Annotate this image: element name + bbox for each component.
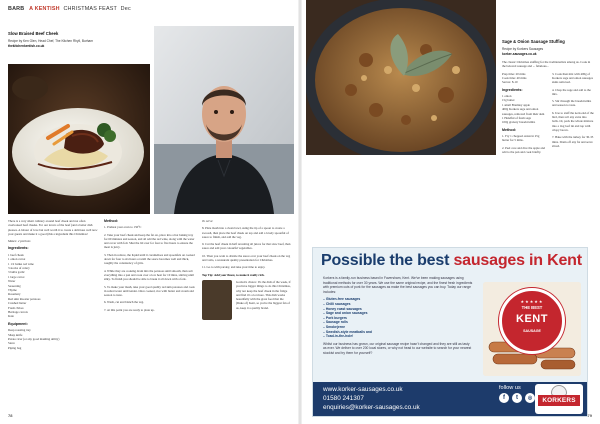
dish-illustration [8,64,150,214]
spine-gutter [298,0,302,424]
list-item: – Toad-in-the-hole! [323,334,473,339]
recipe-website: thekitchenkentish.co.uk [8,43,45,48]
list-item: Rosemary [8,292,21,297]
list-item: Sharp knife [8,332,23,337]
column-method [104,219,196,315]
ingredients-heading: Ingredients: [502,87,523,92]
stuffing-recipe-text [502,40,594,157]
list-item: 3 bulbs garlic [8,270,25,275]
list-item: Fresh chives [8,305,24,310]
serve-step: 11. Go to with parsley, and take your time to enjoy. [202,265,266,270]
list-item: Crushed butter [8,301,27,306]
list-item: 3 stocks of celery [8,266,30,270]
prep-info: Prep time: 20 mins Cook time: 40 mins Serves: 8-10 [502,71,527,85]
ingredients-list [8,253,98,319]
recipe-credit: Recipe by Korkers Sausages [502,47,544,52]
page-number-left: 78 [8,413,13,418]
recipe-credit: Recipe by Ken Glen, Head Chef, The Kitchen Rhyll, Burham [8,39,93,44]
section-title: CHRISTMAS FEAST [63,6,117,12]
recipe-col-b [552,72,594,158]
recipe-title: Sage & Onion Sausage Stuffing [502,39,565,44]
sausage-range-list [323,297,473,338]
korkers-advert [312,247,588,417]
method-step: 7. Bake with the turkey for 30-35 mins. Drain off any fat and serve sliced. [552,135,594,148]
method-step: 2. Take your beef cheek and keep the fat on, place into a hot baking tray for 60 minutes and season, and all add the red wine, along with the water and cover with foil. Shut the lid over for four to five hours to ensure the meat is juicy. [104,232,195,250]
method-step: 5. To make your mash, take your good quality red skin potatoes and cook in salted water until tender. Once cooked, rice with butter and cream and season to taste. [104,284,195,298]
list-item: 1 beef cheek [8,252,24,257]
method-step: 6. Wash, cut and blanch the veg. [104,300,144,305]
badge-stars: ★★★★★ [520,299,544,304]
method-step: 6. Use to stuff the neck end of the bird, then roll any extra into balls. Or, pack the whole mixture into a 1kg loaf tin and top with crispy bacon. [552,110,594,132]
chef-portrait-photo [154,26,294,214]
badge-line-2: KENT [516,313,548,325]
instagram-icon[interactable]: ◎ [525,393,535,403]
chef-note: Gordon's choice: It's the dish of the week, if you have bigger things to do this Christmas, why not keep the beef cheek in the fridge and find it's a lot more. This dish works beautifully with the great food that the (Duke of) Kent, so you're the biggest fan of us, keep it a quality brand. [236,279,291,310]
list-item: Thyme [8,288,17,293]
list-item: – Sausage rolls [323,320,473,325]
serve-step: 8. Plate mash into a clean bowl, using the tip of a spoon to create a swoosh, then place the beef cheek on top and add a lovely spoonful of sauce to finish, and add the veg. [202,226,289,239]
ingredients-list [502,94,546,125]
advert-footer [313,382,588,416]
list-item: Piping bag [8,345,22,350]
list-item: Sieve [8,341,15,346]
list-item: Heritage carrots [8,310,28,315]
right-page [300,0,600,424]
recipe-columns [502,72,594,158]
list-item: 1 onion [502,93,512,98]
list-item: – Swedish-style meatballs and [323,330,473,335]
method-step: 1. Preheat your oven to 150°C [104,225,142,230]
equipment-heading: Equipment: [8,321,28,326]
list-item: 400g Korkers sage and onion sausages, removed from their skin [502,107,545,116]
list-item: – Honey roast sausages [323,307,473,312]
list-item: Potato ricer (or any good mashing utility) [8,336,60,341]
advert-body [323,276,473,359]
serves-note: Makes: 2 portions [8,239,31,244]
list-item: Seasoning [8,283,21,288]
method-step: 5. Stir through the breadcrumbs and season to taste. [552,99,592,108]
stuffing-illustration [306,0,496,155]
list-item: 1 onion carrot [8,257,26,262]
ingredients-heading: Ingredients: [8,246,29,251]
badge-line-1: THE BEST [521,305,543,310]
method-step: 3. Then in reduce, the liquid until it caramelises and spoonfuls on cooked down for four to six hours or until the sauce becomes well and thick, roughly the consistency of grits. [104,252,195,266]
list-item: 15g butter [502,98,515,103]
method-step: 3. Cook then mix with 400g of Korkers sage and onion sausages skins removed. [552,71,593,85]
chef-thumbnail [202,280,232,320]
advert-headline: Possible the best sausages in Kent [321,252,582,269]
stuffing-dish-photo [306,0,496,155]
list-item: – Chilli sausages [323,302,473,307]
chef-illustration [154,26,294,214]
list-item: 1 Handful of fresh sage [502,115,532,120]
advert-website-link[interactable]: www.korker-sausages.co.uk [323,386,403,393]
method-step: 1. Fry 1 chopped onion in 25g butter for 5 mins. [502,134,540,143]
list-item: Water [8,279,16,284]
beef-cheek-dish-photo [8,64,150,214]
list-item: 1 small Bramley apple [502,102,530,107]
list-item: – Smokejerne [323,325,473,330]
list-item: – Pork burgers [323,316,473,321]
list-item: 1 1/2 banks red wine [8,261,34,266]
recipe-header [8,32,118,48]
list-item: – Gluten-free sausages [323,297,473,302]
advert-intro: Korkers is a family-run business based in Faversham, Kent. We've been making sausages using traditional methods for over 30 years. We use the same original recipe, and the finest fresh ingredients with premium cuts of pork for the sausages as make the best sausages you can buy. Today our range includes: [323,276,473,294]
list-item: Deep roasting tray [8,328,31,333]
issue-label: Dec [120,6,131,12]
equipment-list [8,328,98,350]
list-item: Kale [8,314,14,319]
running-head [8,6,131,12]
advert-phone[interactable]: 01580 241307 [323,395,364,402]
top-tip: Top Tip: Add your finest, to make it really rich. [202,272,265,277]
follow-us-label: follow us [499,385,521,391]
method-heading: Method: [104,219,118,223]
column-serve [202,219,292,320]
method-heading: Method: [502,127,516,132]
method-step: 2. Peel core and dice the apple and add to the pan and cook briefly. [502,145,545,154]
magazine-logo: BARB [8,6,25,12]
advert-outro: Whilst our business has grown, our original sausage recipe hasn't changed and they are still as tasty as ever. We deliver to over 200 local stores, or why not head to our website to search for your nearest stockist and try them for yourself? [323,341,472,355]
recipe-intro: The classic Christmas stuffing for the traditionalists among us. Cook in the beloved sausage and ... fabulous... [502,60,591,69]
recipe-title: Slow Braised Beef Cheek [8,31,59,36]
method-step: 7. At this point you are ready to plate up. [104,307,155,312]
recipe-col-a [502,72,546,158]
serve-step: 10. Then you want to drizzle the sauce over your beef cheek on the veg and voila, a restaurant quality presentation for Christmas. [202,253,291,263]
method-step: 4. While they are cooking drain mix the potatoes until smooth, then salt everything into a pan and cook over a low heat for 10 mins, stirring until silky. To finish you should be able to break it all down with a fork. [104,268,194,282]
recipe-website: korker-sausages.co.uk [502,51,537,56]
list-item: 1 large carrot [8,274,25,279]
korkers-logo-text: KORKERS [538,395,580,406]
korkers-logo [535,384,583,414]
best-sausage-award-badge [499,288,565,354]
advert-email-link[interactable]: enquiries@korker-sausages.co.uk [323,404,420,411]
column-intro [8,219,98,350]
list-item: 100g granary breadcrumbs [502,120,536,125]
serve-heading: To serve: [202,219,214,223]
method-step: 4. Chop the sage and add to the mix. [552,87,591,96]
twitter-icon[interactable]: t [512,393,522,403]
serve-step: 9. Cut the beef cheek in half revealing all juices for that slow beef, then sauce and add your colourful vegetables. [202,242,291,251]
badge-line-3: SAUSAGE [523,329,541,333]
intro-paragraph: There is a very silent culinary around beef cheek and not often overlooked beef cheeks. For our lovers of the beef (and a better dish pleases. A labour of love but well worth it to create a delicious well now your guests and make it a good (this a ingredient this Christmas! [8,219,98,236]
page-number-right: 79 [587,413,592,418]
section-category: A KENTISH [29,6,60,12]
list-item: Red skin Rooster potatoes [8,296,41,301]
chef-note-block [202,280,292,320]
list-item: – Sage and onion sausages [323,311,473,316]
facebook-icon[interactable]: f [499,393,509,403]
